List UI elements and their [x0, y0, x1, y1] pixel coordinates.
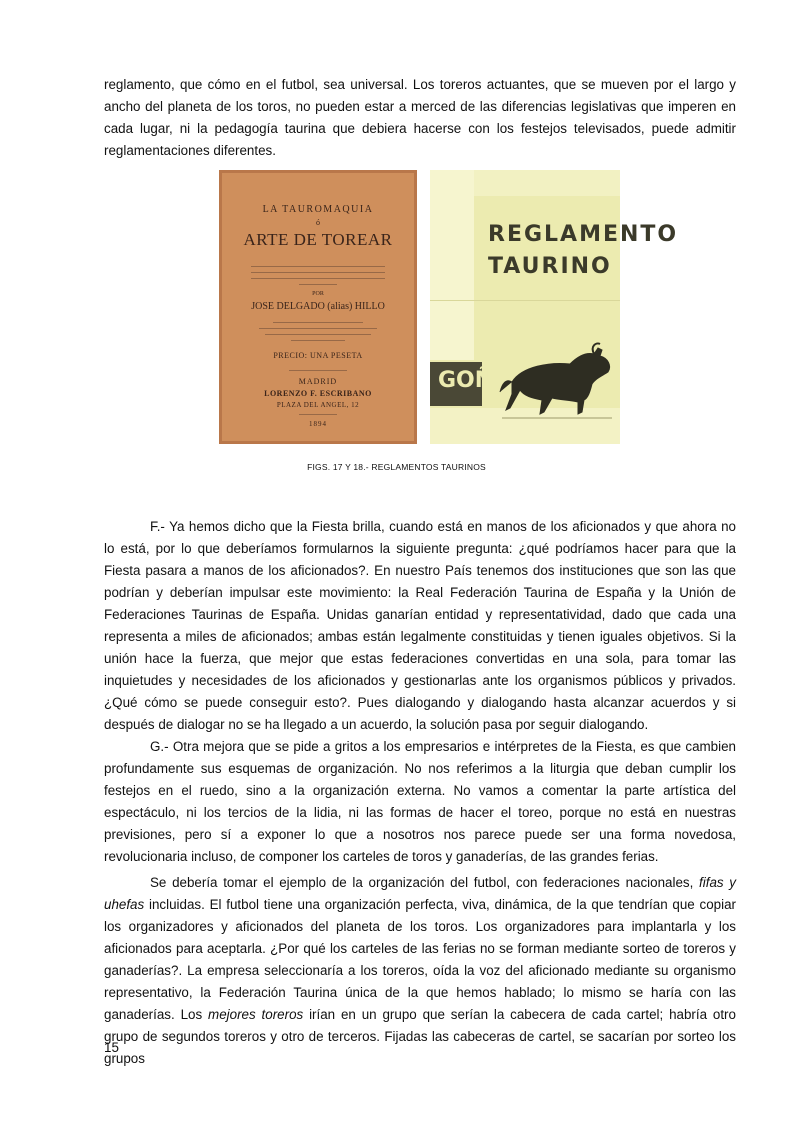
- cover-fine-print-line: [291, 340, 345, 341]
- page-number: 15: [104, 1040, 119, 1055]
- cover-fine-print-line: [299, 284, 337, 285]
- cover-fine-print-line: [259, 328, 377, 329]
- cover-fine-print-line: [251, 272, 385, 273]
- cover-fine-print-line: [251, 278, 385, 279]
- paragraph-text: Se debería tomar el ejemplo de la organización del futbol, con federaciones nacionales,: [150, 875, 694, 890]
- cover-year: 1894: [309, 420, 327, 428]
- cover-rule: [289, 370, 347, 371]
- cover-color-block: [474, 170, 620, 196]
- cover-color-block: [430, 170, 474, 360]
- cover-title-line-1: REGLAMENTO: [488, 222, 679, 247]
- paragraph-text: incluidas. El futbol tiene una organización perfecta, viva, dinámica, de la que tendrían que copiar los organizadores y aficionados del planeta de los toros. Los organizadores para implantarla y los aficionados para aceptarla. ¿Por qué los carteles de las ferias no se forman mediante sorteo de toreros y ganaderías?. La empresa seleccionaría a los toreros, oída la voz del aficionado mediante su organismo representativo, la Federación Taurina única de la que hemos hablado; lo mismo se haría con las ganaderías. Los: [104, 897, 736, 1022]
- cover-por: POR: [312, 291, 324, 297]
- cover-publisher: LORENZO F. ESCRIBANO: [264, 389, 372, 398]
- cover-address: PLAZA DEL ANGEL, 12: [276, 401, 360, 409]
- cover-price: PRECIO: UNA PESETA: [273, 351, 363, 360]
- emphasis-fifas: fifas y uhefas: [104, 875, 736, 912]
- cover-author: JOSE DELGADO (alias) HILLO: [251, 301, 385, 312]
- paragraph-g: G.- Otra mejora que se pide a gritos a los empresarios e intérpretes de la Fiesta, es que cambien profundamente sus esquemas de organización. No nos referimos a la liturgia que deban cumplir los festejos en el ruedo, sino a la organización externa. No vamos a comentar la parte artística del espectáculo, ni los tercios de la lidia, ni las formas de hacer el toreo, porque no está en nuestras previsiones, pero sí a exponer lo que a nosotros nos parece puede ser una forma novedosa, revolucionaria incluso, de componer los carteles de toros y ganaderías, de las grandes ferias.: [104, 739, 736, 864]
- cover-line-1: LA TAUROMAQUIA: [262, 204, 374, 215]
- bull-illustration: [498, 338, 616, 422]
- cover-line-3: ARTE DE TOREAR: [243, 230, 393, 249]
- cover-title-line-2: TAURINO: [488, 254, 612, 279]
- paragraph-intro: reglamento, que cómo en el futbol, sea universal. Los toreros actuantes, que se mueven por el largo y ancho del planeta de los toros, no pueden estar a merced de las diferencias legislativas que imperen en cada lugar, ni la pedagogía taurina que debiera hacerse con los festejos televisados, puede admitir reglamentaciones diferentes.: [104, 77, 736, 158]
- figure-reglamento-cover: [430, 170, 679, 444]
- paragraph-sorteo: [104, 872, 736, 1070]
- paragraph-f: F.- Ya hemos dicho que la Fiesta brilla, cuando está en manos de los aficionados y que ahora no lo está, por lo que deberíamos formularnos la siguiente pregunta: ¿qué podríamos hacer para que la Fiesta pasara a manos de los aficionados?. En nuestro País tenemos dos instituciones que son las que podrían y deberían impulsar este movimiento: la Real Federación Taurina de España y la Unión de Federaciones Taurinas de España. Unidas ganarían entidad y representatividad, dado que cada una representa a miles de aficionados; ambas están legalmente constituidas y tienen iguales objetivos. Si la unión hace la fuerza, que mejor que estas federaciones convertidas en una sola, para tomar las inquietudes y necesidades de los aficionados y gestionarlas ante los organismos públicos y privados. ¿Qué cómo se puede conseguir esto?. Pues dialogando y dialogando hasta alcanzar acuerdos y si después de dialogar no se ha llegado a un acuerdo, la solución pasa por seguir dialogando.: [104, 519, 736, 732]
- cover-fine-print-line: [251, 266, 385, 267]
- figure-tauromaquia-cover: [219, 170, 417, 444]
- paragraph-text: irían en un grupo que serían la cabecera de cada cartel; habría otro grupo de segundos toreros y otro de terceros. Fijadas las cabeceras de cartel, se sacarían por sorteo los grupos: [104, 1007, 736, 1066]
- cover-rule: [299, 414, 337, 415]
- cover-line-2: ó: [316, 218, 320, 227]
- cover-author: GOÑI: [438, 368, 502, 393]
- cover-divider: [430, 300, 620, 301]
- cover-fine-print-line: [273, 322, 363, 323]
- cover-fine-print-line: [265, 334, 371, 335]
- emphasis-mejores-toreros: mejores toreros: [208, 1007, 304, 1022]
- cover-city: MADRID: [298, 377, 338, 386]
- figure-caption: FIGS. 17 Y 18.- REGLAMENTOS TAURINOS: [307, 462, 486, 472]
